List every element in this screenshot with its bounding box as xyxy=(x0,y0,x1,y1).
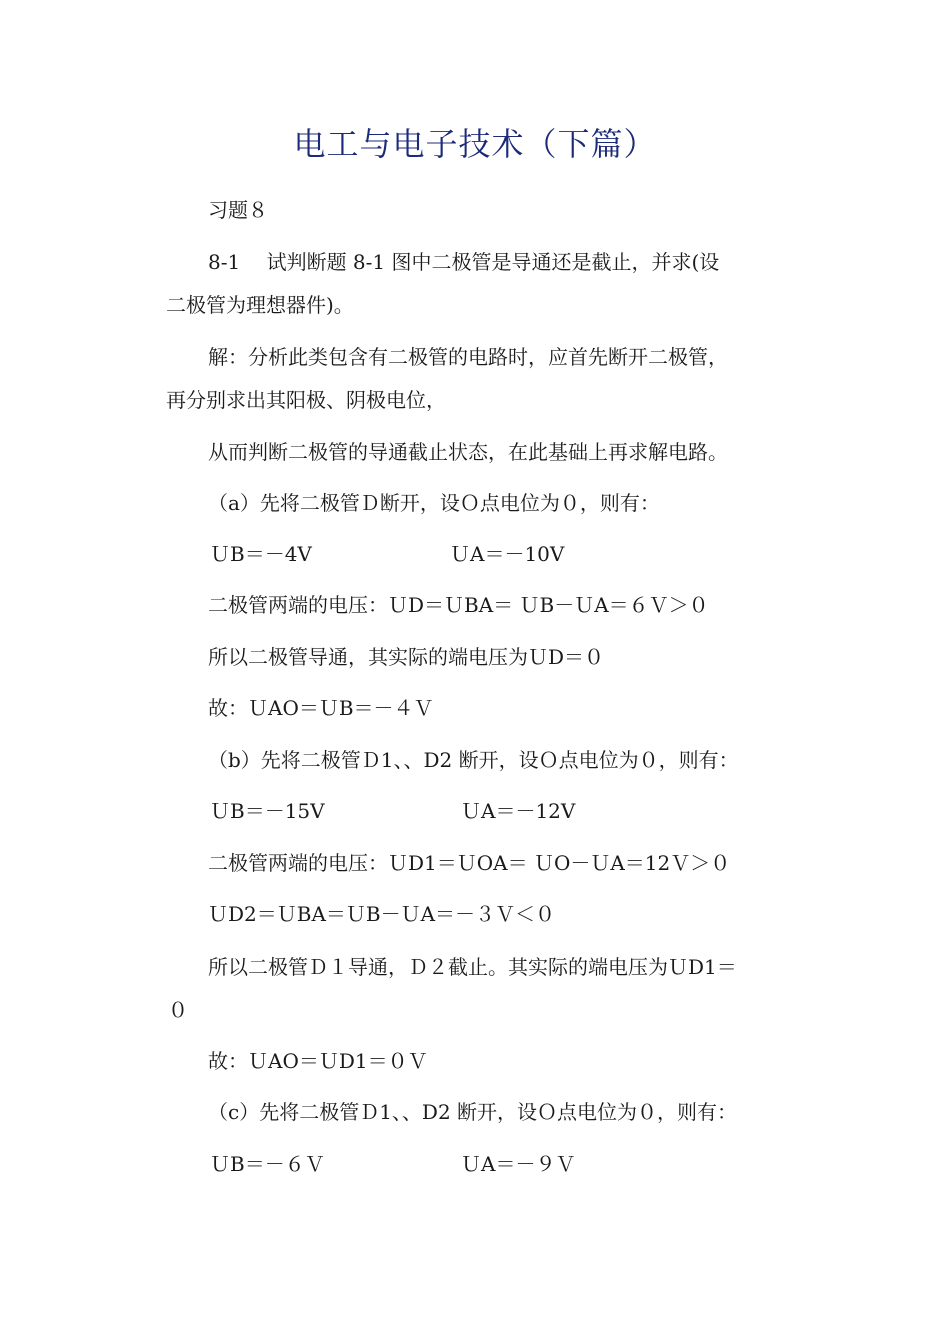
part-a-result: 故：ＵAO＝ＵB＝－４Ｖ xyxy=(208,696,434,720)
part-b-voltage-1: 二极管两端的电压：ＵD1＝ＵOA＝ ＵO－ＵA＝12Ｖ＞０ xyxy=(208,851,731,875)
part-b-result: 故：ＵAO＝ＵD1＝０Ｖ xyxy=(208,1049,428,1073)
part-c-ua: ＵA＝－９Ｖ xyxy=(461,1152,576,1176)
part-a-intro: （a）先将二极管Ｄ断开，设Ｏ点电位为０，则有： xyxy=(208,491,660,515)
document-title: 电工与电子技术（下篇） xyxy=(293,125,657,163)
solution-line-1: 解：分析此类包含有二极管的电路时，应首先断开二极管， xyxy=(208,345,728,369)
part-b-ua: ＵA＝－12V xyxy=(461,799,576,823)
part-c-ub: ＵB＝－６Ｖ xyxy=(210,1152,325,1176)
solution-line-3: 从而判断二极管的导通截止状态，在此基础上再求解电路。 xyxy=(208,440,728,464)
part-b-ub: ＵB＝－15V xyxy=(210,799,325,823)
problem-line-1: 8-1 试判断题 8-1 图中二极管是导通还是截止，并求(设 xyxy=(208,250,720,274)
problem-line-2: 二极管为理想器件)。 xyxy=(166,293,354,317)
part-b-conclusion-line-2: ０ xyxy=(168,998,188,1022)
part-b-intro: （b）先将二极管Ｄ1、、D2 断开，设Ｏ点电位为０，则有： xyxy=(208,748,739,772)
part-c-intro: （c）先将二极管Ｄ1、、D2 断开，设Ｏ点电位为０，则有： xyxy=(208,1100,738,1124)
part-a-voltage: 二极管两端的电压：ＵD＝ＵBA＝ ＵB－ＵA＝６Ｖ＞０ xyxy=(208,593,709,617)
part-a-ua: ＵA＝－10V xyxy=(450,542,565,566)
solution-line-2: 再分别求出其阳极、阴极电位， xyxy=(166,388,446,412)
exercise-heading: 习题８ xyxy=(208,198,268,222)
part-b-voltage-2: ＵD2＝ＵBA＝ＵB－ＵA＝－３Ｖ＜０ xyxy=(208,902,556,926)
part-a-ub: ＵB＝－4V xyxy=(210,542,312,566)
part-a-conclusion: 所以二极管导通，其实际的端电压为ＵD＝０ xyxy=(208,645,605,669)
part-b-conclusion-line-1: 所以二极管Ｄ１导通，Ｄ２截止。其实际的端电压为ＵD1＝ xyxy=(208,955,737,979)
